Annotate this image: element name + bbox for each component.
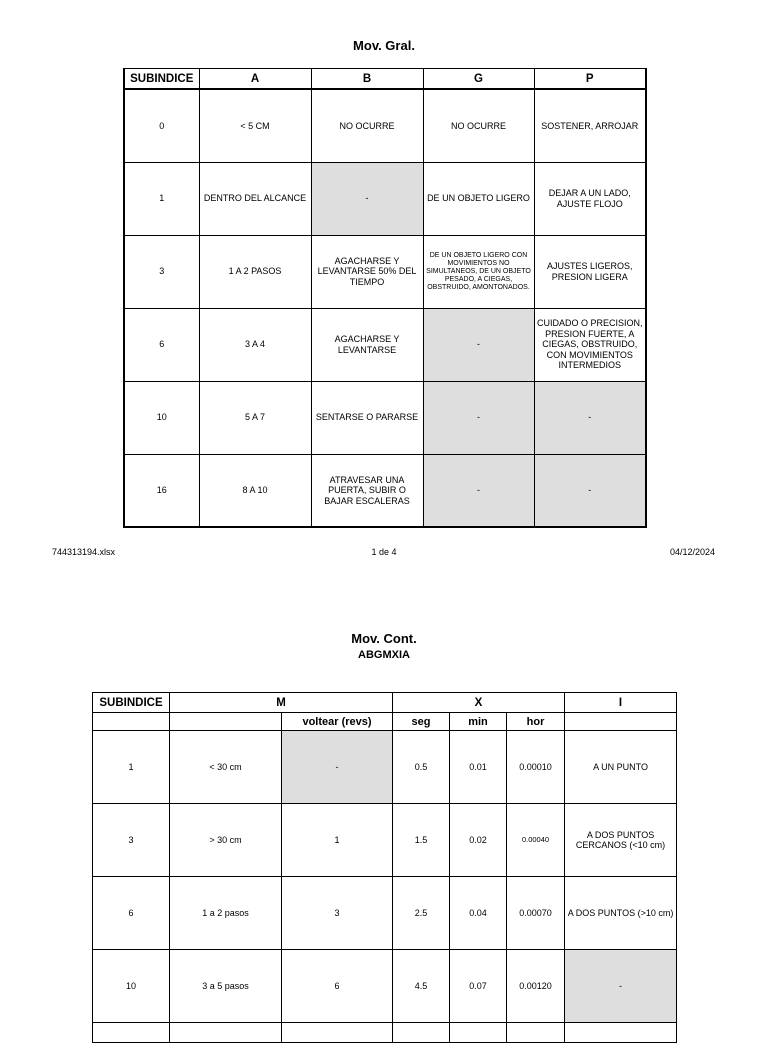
cell-seg: 0.5 bbox=[393, 731, 450, 804]
subheader-min: min bbox=[450, 713, 507, 731]
cell-subindice: 3 bbox=[124, 235, 199, 308]
cell-m: > 30 cm bbox=[170, 804, 282, 877]
mov-cont-table bbox=[92, 692, 677, 1043]
cell-i: A DOS PUNTOS (>10 cm) bbox=[565, 877, 677, 950]
page-title: Mov. Gral. bbox=[353, 38, 415, 53]
cell-voltear: 3 bbox=[282, 877, 393, 950]
header-i: I bbox=[565, 693, 677, 713]
cell-hor: 0.00010 bbox=[507, 731, 565, 804]
page-title: Mov. Cont. bbox=[351, 631, 417, 646]
header-m: M bbox=[170, 693, 393, 713]
header-x: X bbox=[393, 693, 565, 713]
header-g: G bbox=[423, 69, 534, 90]
table-row bbox=[124, 235, 646, 308]
cell-a: 8 A 10 bbox=[199, 454, 311, 527]
header-b: B bbox=[311, 69, 423, 90]
cell-a: 5 A 7 bbox=[199, 381, 311, 454]
cell-empty bbox=[282, 1023, 393, 1043]
cell-subindice: 1 bbox=[124, 162, 199, 235]
mov-gral-table bbox=[123, 68, 647, 528]
cell-empty bbox=[170, 1023, 282, 1043]
cell-b: SENTARSE O PARARSE bbox=[311, 381, 423, 454]
cell-subindice: 6 bbox=[93, 877, 170, 950]
cell-p: SOSTENER, ARROJAR bbox=[534, 89, 646, 162]
cell-a: 1 A 2 PASOS bbox=[199, 235, 311, 308]
table-row bbox=[124, 162, 646, 235]
subheader-empty bbox=[93, 713, 170, 731]
cell-subindice: 10 bbox=[124, 381, 199, 454]
cell-min: 0.04 bbox=[450, 877, 507, 950]
subheader-voltear: voltear (revs) bbox=[282, 713, 393, 731]
header-p: P bbox=[534, 69, 646, 90]
cell-p: CUIDADO O PRECISION, PRESION FUERTE, A CIEGAS, OBSTRUIDO, CON MOVIMIENTOS INTERMEDIOS bbox=[534, 308, 646, 381]
cell-g: - bbox=[423, 381, 534, 454]
cell-subindice: 0 bbox=[124, 89, 199, 162]
header-subindice: SUBINDICE bbox=[124, 69, 199, 90]
cell-i: A DOS PUNTOS CERCANOS (<10 cm) bbox=[565, 804, 677, 877]
cell-m: 3 a 5 pasos bbox=[170, 950, 282, 1023]
cell-subindice: 6 bbox=[124, 308, 199, 381]
cell-m: 1 a 2 pasos bbox=[170, 877, 282, 950]
cell-seg: 4.5 bbox=[393, 950, 450, 1023]
cell-p: - bbox=[534, 454, 646, 527]
subheader-empty bbox=[565, 713, 677, 731]
table-row bbox=[93, 877, 677, 950]
table-header-row bbox=[124, 69, 646, 90]
cell-i: - bbox=[565, 950, 677, 1023]
footer-date: 04/12/2024 bbox=[669, 547, 715, 557]
table-row bbox=[124, 308, 646, 381]
subheader-seg: seg bbox=[393, 713, 450, 731]
cell-b: ATRAVESAR UNA PUERTA, SUBIR O BAJAR ESCALERAS bbox=[311, 454, 423, 527]
footer-filename: 744313194.xlsx bbox=[52, 547, 116, 557]
cell-g: - bbox=[423, 454, 534, 527]
cell-p: AJUSTES LIGEROS, PRESION LIGERA bbox=[534, 235, 646, 308]
cell-subindice: 1 bbox=[93, 731, 170, 804]
cell-p: DEJAR A UN LADO, AJUSTE FLOJO bbox=[534, 162, 646, 235]
page-subtitle: ABGMXIA bbox=[358, 649, 410, 661]
subheader-empty bbox=[170, 713, 282, 731]
table-row-partial bbox=[93, 1023, 677, 1043]
table-subheader-row bbox=[93, 713, 677, 731]
cell-seg: 2.5 bbox=[393, 877, 450, 950]
cell-hor: 0.00070 bbox=[507, 877, 565, 950]
cell-subindice: 16 bbox=[124, 454, 199, 527]
table-row bbox=[93, 731, 677, 804]
cell-empty bbox=[393, 1023, 450, 1043]
cell-g: DE UN OBJETO LIGERO CON MOVIMIENTOS NO SIMULTANEOS, DE UN OBJETO PESADO, A CIEGAS, OBSTRUIDO, AMONTONADOS. bbox=[423, 235, 534, 308]
cell-hor: 0.00120 bbox=[507, 950, 565, 1023]
table-row bbox=[93, 804, 677, 877]
cell-a: DENTRO DEL ALCANCE bbox=[199, 162, 311, 235]
cell-b: - bbox=[311, 162, 423, 235]
table-header-row bbox=[93, 693, 677, 713]
cell-g: NO OCURRE bbox=[423, 89, 534, 162]
cell-empty bbox=[450, 1023, 507, 1043]
cell-i: A UN PUNTO bbox=[565, 731, 677, 804]
cell-min: 0.01 bbox=[450, 731, 507, 804]
cell-seg: 1.5 bbox=[393, 804, 450, 877]
table-row bbox=[124, 89, 646, 162]
cell-voltear: - bbox=[282, 731, 393, 804]
cell-g: DE UN OBJETO LIGERO bbox=[423, 162, 534, 235]
cell-hor: 0.00040 bbox=[507, 804, 565, 877]
cell-g: - bbox=[423, 308, 534, 381]
cell-a: < 5 CM bbox=[199, 89, 311, 162]
table-row bbox=[124, 381, 646, 454]
table-row bbox=[124, 454, 646, 527]
cell-empty bbox=[565, 1023, 677, 1043]
cell-subindice: 10 bbox=[93, 950, 170, 1023]
cell-voltear: 1 bbox=[282, 804, 393, 877]
cell-empty bbox=[93, 1023, 170, 1043]
footer-page-number: 1 de 4 bbox=[371, 547, 397, 557]
cell-min: 0.07 bbox=[450, 950, 507, 1023]
header-a: A bbox=[199, 69, 311, 90]
cell-b: AGACHARSE Y LEVANTARSE bbox=[311, 308, 423, 381]
cell-voltear: 6 bbox=[282, 950, 393, 1023]
cell-subindice: 3 bbox=[93, 804, 170, 877]
cell-m: < 30 cm bbox=[170, 731, 282, 804]
cell-empty bbox=[507, 1023, 565, 1043]
table-row bbox=[93, 950, 677, 1023]
cell-b: NO OCURRE bbox=[311, 89, 423, 162]
subheader-hor: hor bbox=[507, 713, 565, 731]
cell-p: - bbox=[534, 381, 646, 454]
cell-a: 3 A 4 bbox=[199, 308, 311, 381]
cell-min: 0.02 bbox=[450, 804, 507, 877]
header-subindice: SUBINDICE bbox=[93, 693, 170, 713]
cell-b: AGACHARSE Y LEVANTARSE 50% DEL TIEMPO bbox=[311, 235, 423, 308]
